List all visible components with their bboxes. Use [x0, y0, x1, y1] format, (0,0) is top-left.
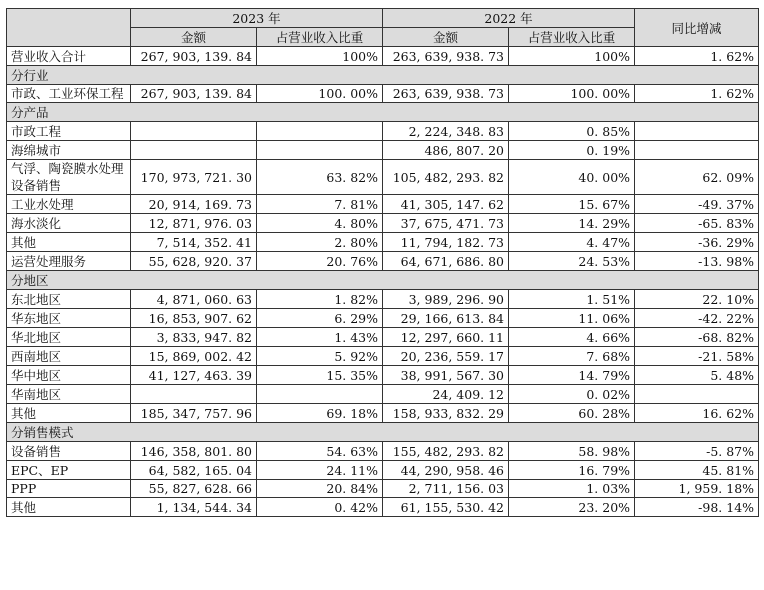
- cell-amount-2022: 37, 675, 471. 73: [383, 214, 509, 233]
- cell-ratio-2023: 0. 42%: [257, 498, 383, 517]
- total-amount-2023: 267, 903, 139. 84: [131, 47, 257, 66]
- cell-ratio-2023: 4. 80%: [257, 214, 383, 233]
- cell-amount-2022: 486, 807. 20: [383, 141, 509, 160]
- cell-amount-2022: 64, 671, 686. 80: [383, 252, 509, 271]
- cell-amount-2022: 2, 224, 348. 83: [383, 122, 509, 141]
- header-year-2022: 2022 年: [383, 9, 635, 28]
- cell-amount-2023: 185, 347, 757. 96: [131, 404, 257, 423]
- cell-yoy-change: -68. 82%: [635, 328, 759, 347]
- revenue-breakdown-table: [6, 8, 759, 517]
- cell-amount-2023: 4, 871, 060. 63: [131, 290, 257, 309]
- row-label: 气浮、陶瓷膜水处理设备销售: [7, 160, 131, 195]
- cell-ratio-2023: [257, 385, 383, 404]
- cell-ratio-2022: 0. 02%: [509, 385, 635, 404]
- cell-ratio-2022: 24. 53%: [509, 252, 635, 271]
- cell-amount-2022: 12, 297, 660. 11: [383, 328, 509, 347]
- cell-amount-2022: 44, 290, 958. 46: [383, 461, 509, 480]
- table-row: [7, 404, 759, 423]
- header-yoy-change: 同比增减: [635, 9, 759, 47]
- cell-amount-2023: 7, 514, 352. 41: [131, 233, 257, 252]
- table-row: [7, 233, 759, 252]
- cell-amount-2023: 267, 903, 139. 84: [131, 85, 257, 103]
- cell-ratio-2022: 100. 00%: [509, 85, 635, 103]
- cell-amount-2022: 3, 989, 296. 90: [383, 290, 509, 309]
- cell-amount-2023: 3, 833, 947. 82: [131, 328, 257, 347]
- row-label: 其他: [7, 233, 131, 252]
- cell-amount-2022: 38, 991, 567. 30: [383, 366, 509, 385]
- row-label: 华中地区: [7, 366, 131, 385]
- cell-yoy-change: 1, 959. 18%: [635, 480, 759, 498]
- section-title: 分产品: [7, 103, 759, 122]
- total-ratio-2022: 100%: [509, 47, 635, 66]
- cell-ratio-2022: 1. 51%: [509, 290, 635, 309]
- row-label: EPC、EP: [7, 461, 131, 480]
- row-label: 华东地区: [7, 309, 131, 328]
- row-label: 市政工程: [7, 122, 131, 141]
- cell-amount-2022: 20, 236, 559. 17: [383, 347, 509, 366]
- table-row: [7, 385, 759, 404]
- cell-ratio-2023: 24. 11%: [257, 461, 383, 480]
- cell-ratio-2023: 69. 18%: [257, 404, 383, 423]
- section-header-row: [7, 66, 759, 85]
- table-row: [7, 214, 759, 233]
- cell-amount-2022: 158, 933, 832. 29: [383, 404, 509, 423]
- cell-yoy-change: -65. 83%: [635, 214, 759, 233]
- cell-ratio-2022: 14. 29%: [509, 214, 635, 233]
- cell-yoy-change: -21. 58%: [635, 347, 759, 366]
- row-label: 其他: [7, 498, 131, 517]
- total-row: [7, 47, 759, 66]
- header-amount-2022: 金额: [383, 28, 509, 47]
- cell-yoy-change: -13. 98%: [635, 252, 759, 271]
- section-title: 分行业: [7, 66, 759, 85]
- cell-amount-2023: [131, 141, 257, 160]
- cell-ratio-2023: [257, 122, 383, 141]
- table-row: [7, 442, 759, 461]
- cell-amount-2022: 105, 482, 293. 82: [383, 160, 509, 195]
- cell-ratio-2023: 100. 00%: [257, 85, 383, 103]
- cell-amount-2022: 61, 155, 530. 42: [383, 498, 509, 517]
- cell-yoy-change: -36. 29%: [635, 233, 759, 252]
- cell-ratio-2023: 1. 82%: [257, 290, 383, 309]
- header-blank-cell: [7, 9, 131, 47]
- cell-ratio-2022: 0. 19%: [509, 141, 635, 160]
- header-ratio-2023: 占营业收入比重: [257, 28, 383, 47]
- cell-ratio-2022: 1. 03%: [509, 480, 635, 498]
- cell-yoy-change: 16. 62%: [635, 404, 759, 423]
- section-title: 分销售模式: [7, 423, 759, 442]
- row-label: 运营处理服务: [7, 252, 131, 271]
- cell-ratio-2023: 15. 35%: [257, 366, 383, 385]
- cell-ratio-2023: 63. 82%: [257, 160, 383, 195]
- row-label: 海水淡化: [7, 214, 131, 233]
- cell-yoy-change: [635, 122, 759, 141]
- table-row: [7, 195, 759, 214]
- row-label: 设备销售: [7, 442, 131, 461]
- cell-amount-2022: 41, 305, 147. 62: [383, 195, 509, 214]
- cell-yoy-change: 22. 10%: [635, 290, 759, 309]
- cell-ratio-2023: 54. 63%: [257, 442, 383, 461]
- cell-amount-2023: 41, 127, 463. 39: [131, 366, 257, 385]
- table-row: [7, 461, 759, 480]
- table-row: [7, 290, 759, 309]
- header-year-2023: 2023 年: [131, 9, 383, 28]
- cell-amount-2023: 64, 582, 165. 04: [131, 461, 257, 480]
- total-amount-2022: 263, 639, 938. 73: [383, 47, 509, 66]
- cell-ratio-2023: 6. 29%: [257, 309, 383, 328]
- cell-ratio-2022: 4. 47%: [509, 233, 635, 252]
- cell-yoy-change: -42. 22%: [635, 309, 759, 328]
- section-header-row: [7, 423, 759, 442]
- cell-amount-2023: [131, 385, 257, 404]
- cell-amount-2023: 1, 134, 544. 34: [131, 498, 257, 517]
- header-ratio-2022: 占营业收入比重: [509, 28, 635, 47]
- row-label: 东北地区: [7, 290, 131, 309]
- cell-ratio-2022: 16. 79%: [509, 461, 635, 480]
- table-row: [7, 480, 759, 498]
- header-amount-2023: 金额: [131, 28, 257, 47]
- cell-amount-2022: 155, 482, 293. 82: [383, 442, 509, 461]
- table-row: [7, 122, 759, 141]
- cell-ratio-2022: 40. 00%: [509, 160, 635, 195]
- cell-amount-2023: [131, 122, 257, 141]
- cell-ratio-2023: 2. 80%: [257, 233, 383, 252]
- cell-yoy-change: -5. 87%: [635, 442, 759, 461]
- cell-ratio-2022: 11. 06%: [509, 309, 635, 328]
- cell-amount-2022: 2, 711, 156. 03: [383, 480, 509, 498]
- cell-ratio-2022: 14. 79%: [509, 366, 635, 385]
- total-yoy-change: 1. 62%: [635, 47, 759, 66]
- cell-amount-2022: 29, 166, 613. 84: [383, 309, 509, 328]
- cell-amount-2023: 20, 914, 169. 73: [131, 195, 257, 214]
- row-label: 其他: [7, 404, 131, 423]
- cell-yoy-change: -49. 37%: [635, 195, 759, 214]
- total-label: 营业收入合计: [7, 47, 131, 66]
- header-row-years: [7, 9, 759, 28]
- table-row: [7, 366, 759, 385]
- cell-ratio-2023: 20. 76%: [257, 252, 383, 271]
- cell-amount-2022: 263, 639, 938. 73: [383, 85, 509, 103]
- cell-amount-2023: 170, 973, 721. 30: [131, 160, 257, 195]
- table-row: [7, 309, 759, 328]
- cell-ratio-2023: 5. 92%: [257, 347, 383, 366]
- cell-yoy-change: 62. 09%: [635, 160, 759, 195]
- cell-ratio-2022: 60. 28%: [509, 404, 635, 423]
- table-row: [7, 328, 759, 347]
- table-row: [7, 85, 759, 103]
- cell-ratio-2022: 58. 98%: [509, 442, 635, 461]
- table-row: [7, 141, 759, 160]
- cell-ratio-2022: 4. 66%: [509, 328, 635, 347]
- table-row: [7, 498, 759, 517]
- table-row: [7, 160, 759, 195]
- table-row: [7, 252, 759, 271]
- row-label: 西南地区: [7, 347, 131, 366]
- cell-amount-2023: 55, 628, 920. 37: [131, 252, 257, 271]
- cell-ratio-2022: 23. 20%: [509, 498, 635, 517]
- cell-yoy-change: 45. 81%: [635, 461, 759, 480]
- cell-yoy-change: 1. 62%: [635, 85, 759, 103]
- cell-amount-2022: 24, 409. 12: [383, 385, 509, 404]
- cell-amount-2023: 55, 827, 628. 66: [131, 480, 257, 498]
- section-header-row: [7, 103, 759, 122]
- cell-ratio-2023: 20. 84%: [257, 480, 383, 498]
- row-label: 海绵城市: [7, 141, 131, 160]
- section-title: 分地区: [7, 271, 759, 290]
- cell-yoy-change: -98. 14%: [635, 498, 759, 517]
- row-label: 华北地区: [7, 328, 131, 347]
- row-label: PPP: [7, 480, 131, 498]
- cell-yoy-change: [635, 141, 759, 160]
- section-header-row: [7, 271, 759, 290]
- cell-amount-2023: 15, 869, 002. 42: [131, 347, 257, 366]
- row-label: 工业水处理: [7, 195, 131, 214]
- cell-amount-2023: 146, 358, 801. 80: [131, 442, 257, 461]
- cell-amount-2022: 11, 794, 182. 73: [383, 233, 509, 252]
- cell-ratio-2023: [257, 141, 383, 160]
- cell-ratio-2022: 7. 68%: [509, 347, 635, 366]
- total-ratio-2023: 100%: [257, 47, 383, 66]
- cell-amount-2023: 16, 853, 907. 62: [131, 309, 257, 328]
- cell-ratio-2023: 1. 43%: [257, 328, 383, 347]
- cell-yoy-change: 5. 48%: [635, 366, 759, 385]
- row-label: 市政、工业环保工程: [7, 85, 131, 103]
- cell-ratio-2022: 15. 67%: [509, 195, 635, 214]
- cell-amount-2023: 12, 871, 976. 03: [131, 214, 257, 233]
- cell-yoy-change: [635, 385, 759, 404]
- cell-ratio-2022: 0. 85%: [509, 122, 635, 141]
- cell-ratio-2023: 7. 81%: [257, 195, 383, 214]
- row-label: 华南地区: [7, 385, 131, 404]
- table-row: [7, 347, 759, 366]
